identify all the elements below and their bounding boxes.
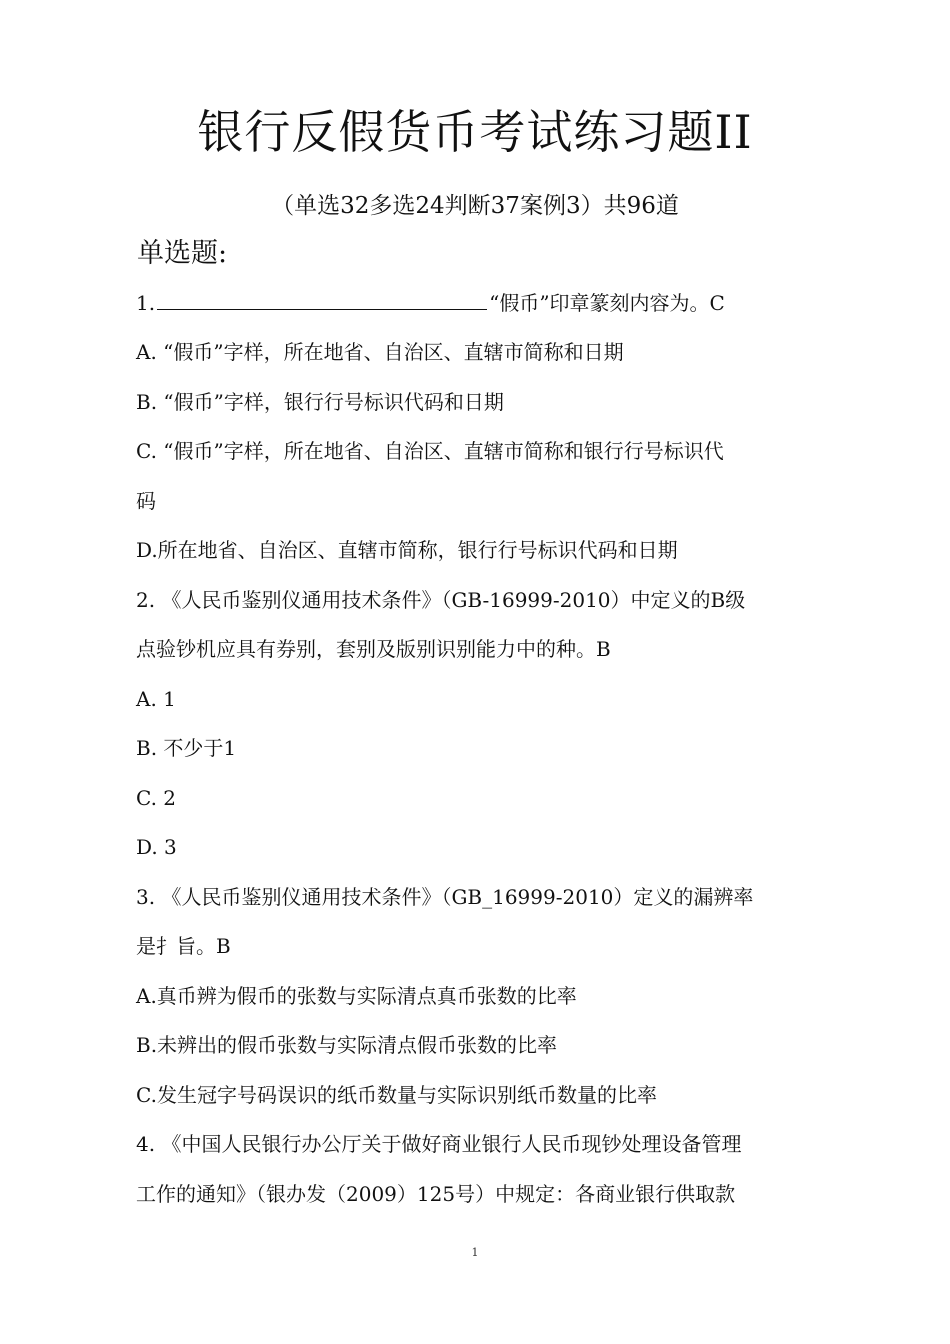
question-1-option-c-cont: 码: [136, 489, 156, 513]
question-4-stem-cont: 工作的通知》（银办发（2009）125号）中规定：各商业银行供取款: [136, 1182, 736, 1206]
question-1-option-a: A. “假币”字样，所在地省、自治区、直辖市简称和日期: [136, 340, 624, 364]
question-2-option-b: B. 不少于1: [136, 736, 237, 760]
question-2-option-d: D. 3: [136, 835, 177, 859]
question-1-option-d: D.所在地省、自治区、直辖市简称，银行行号标识代码和日期: [136, 538, 678, 562]
question-3-stem: 3. 《人民币鉴别仪通用技术条件》（GB_16999-2010）定义的漏辨率: [136, 885, 754, 909]
question-2-stem-cont: 点验钞机应具有券别，套别及版别识别能力中的种。B: [136, 637, 611, 661]
question-1-number: 1.: [136, 291, 156, 315]
document-subtitle: （单选32多选24判断37案例3）共96道: [271, 193, 679, 219]
document-title: 银行反假货币考试练习题II: [197, 105, 753, 159]
question-3-option-a: A.真币辨为假币的张数与实际清点真币张数的比率: [136, 984, 577, 1008]
question-2-option-a: A. 1: [136, 687, 176, 711]
question-1-option-b: B. “假币”字样，银行行号标识代码和日期: [136, 390, 504, 414]
question-1-stem: [136, 288, 725, 318]
question-3-option-b: B.未辨出的假币张数与实际清点假币张数的比率: [136, 1033, 558, 1057]
question-4-stem: 4. 《中国人民银行办公厅关于做好商业银行人民币现钞处理设备管理: [136, 1132, 742, 1156]
question-3-option-c: C.发生冠字号码误识的纸币数量与实际识别纸币数量的比率: [136, 1083, 657, 1107]
fill-in-blank: [157, 289, 487, 310]
question-2-stem: 2. 《人民币鉴别仪通用技术条件》（GB-16999-2010）中定义的B级: [136, 588, 746, 612]
question-3-stem-cont: 是扌旨。B: [136, 934, 231, 958]
question-1-option-c: C. “假币”字样，所在地省、自治区、直辖市简称和银行行号标识代: [136, 439, 724, 463]
question-2-option-c: C. 2: [136, 786, 177, 810]
section-heading-single-choice: 单选题:: [137, 238, 228, 269]
question-1-text: “假币”印章篆刻内容为。C: [489, 291, 725, 315]
page-number: 1: [471, 1246, 479, 1259]
